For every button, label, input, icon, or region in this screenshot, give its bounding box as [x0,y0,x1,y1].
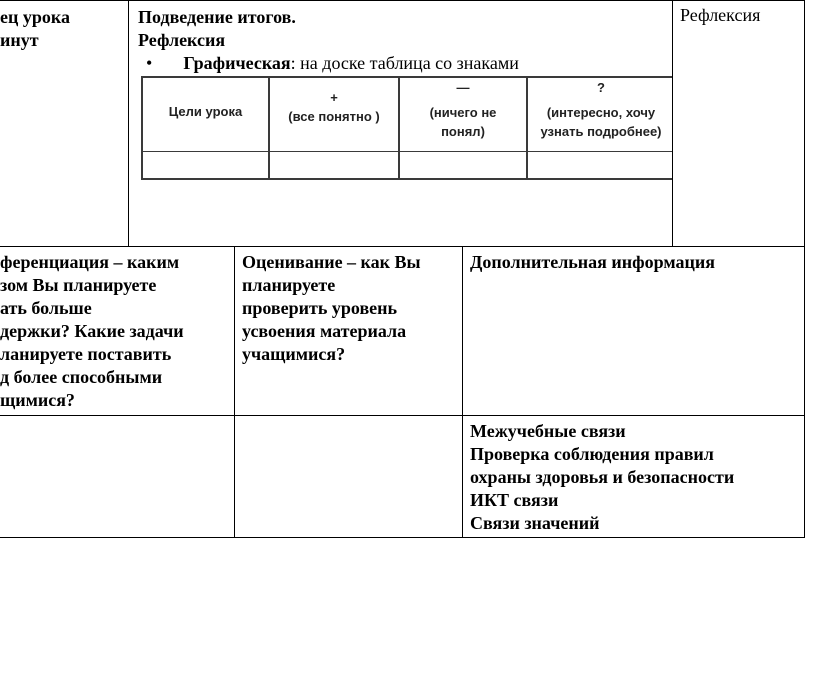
plus-caption: (все понятно ) [288,109,380,124]
lesson-end-cell [0,6,70,52]
assess-line-3: проверить уровень [242,298,398,318]
inner-header-plus [270,88,398,126]
graphic-bullet-text: : на доске таблица со знаками [290,53,519,73]
minus-caption-1: (ничего не [429,105,497,120]
table-bottom-border [0,537,805,538]
diff-line-7: щимися? [0,390,75,410]
diff-line-4: держки? Какие задачи [0,321,184,341]
diff-line-5: ланируете поставить [0,344,172,364]
graphic-bullet-bold: Графическая [183,53,291,73]
cross-line-5: Связи значений [470,513,600,533]
cross-curricular-cell [470,420,734,535]
graphic-bullet [146,52,519,75]
row23-divider-2 [462,246,463,537]
minus-caption-2: понял) [441,124,485,139]
row1-bottom-border [0,246,805,247]
question-caption-1: (интересно, хочу [546,105,656,120]
cross-line-2: Проверка соблюдения правил [470,444,714,464]
cross-line-1: Межучебные связи [470,421,626,441]
summary-title-line-2: Рефлексия [138,30,226,50]
table-top-border [0,0,805,1]
inner-header-goals [143,102,268,121]
lesson-end-line-2: инут [0,30,39,50]
diff-line-1: ференциация – каким [0,252,180,272]
inner-header-minus [400,78,526,141]
differentiation-cell [0,251,184,412]
cross-line-3: охраны здоровья и безопасности [470,467,735,487]
assess-line-4: усвоения материала [242,321,407,341]
assess-line-1: Оценивание – как Вы [242,252,421,272]
assess-line-2: планируете [242,275,336,295]
inner-header-goals-text: Цели урока [168,104,243,119]
inner-header-question [528,78,674,141]
assessment-cell [242,251,421,366]
summary-heading [138,6,296,52]
plus-sign: + [330,90,338,105]
minus-sign: — [456,80,470,95]
row2-bottom-border [0,415,805,416]
assess-line-5: учащимися? [242,344,346,364]
additional-info-heading: Дополнительная информация [470,252,715,272]
bullet-icon: • [146,53,153,73]
row1-divider-1 [128,0,129,246]
diff-line-2: зом Вы планируете [0,275,157,295]
question-sign: ? [597,80,605,95]
diff-line-6: д более способными [0,367,163,387]
cross-line-4: ИКТ связи [470,490,559,510]
inner-table-left [141,76,143,180]
diff-line-3: ать больше [0,298,92,318]
table-right-border [804,0,805,538]
lesson-end-line-1: ец урока [0,7,70,27]
inner-table-bottom [141,178,672,180]
inner-table-mid [141,151,672,152]
reflection-resource: Рефлексия [680,5,761,25]
question-caption-2: узнать подробнее) [540,124,662,139]
row23-divider-1 [234,246,235,537]
summary-title-line-1: Подведение итогов. [138,7,296,27]
